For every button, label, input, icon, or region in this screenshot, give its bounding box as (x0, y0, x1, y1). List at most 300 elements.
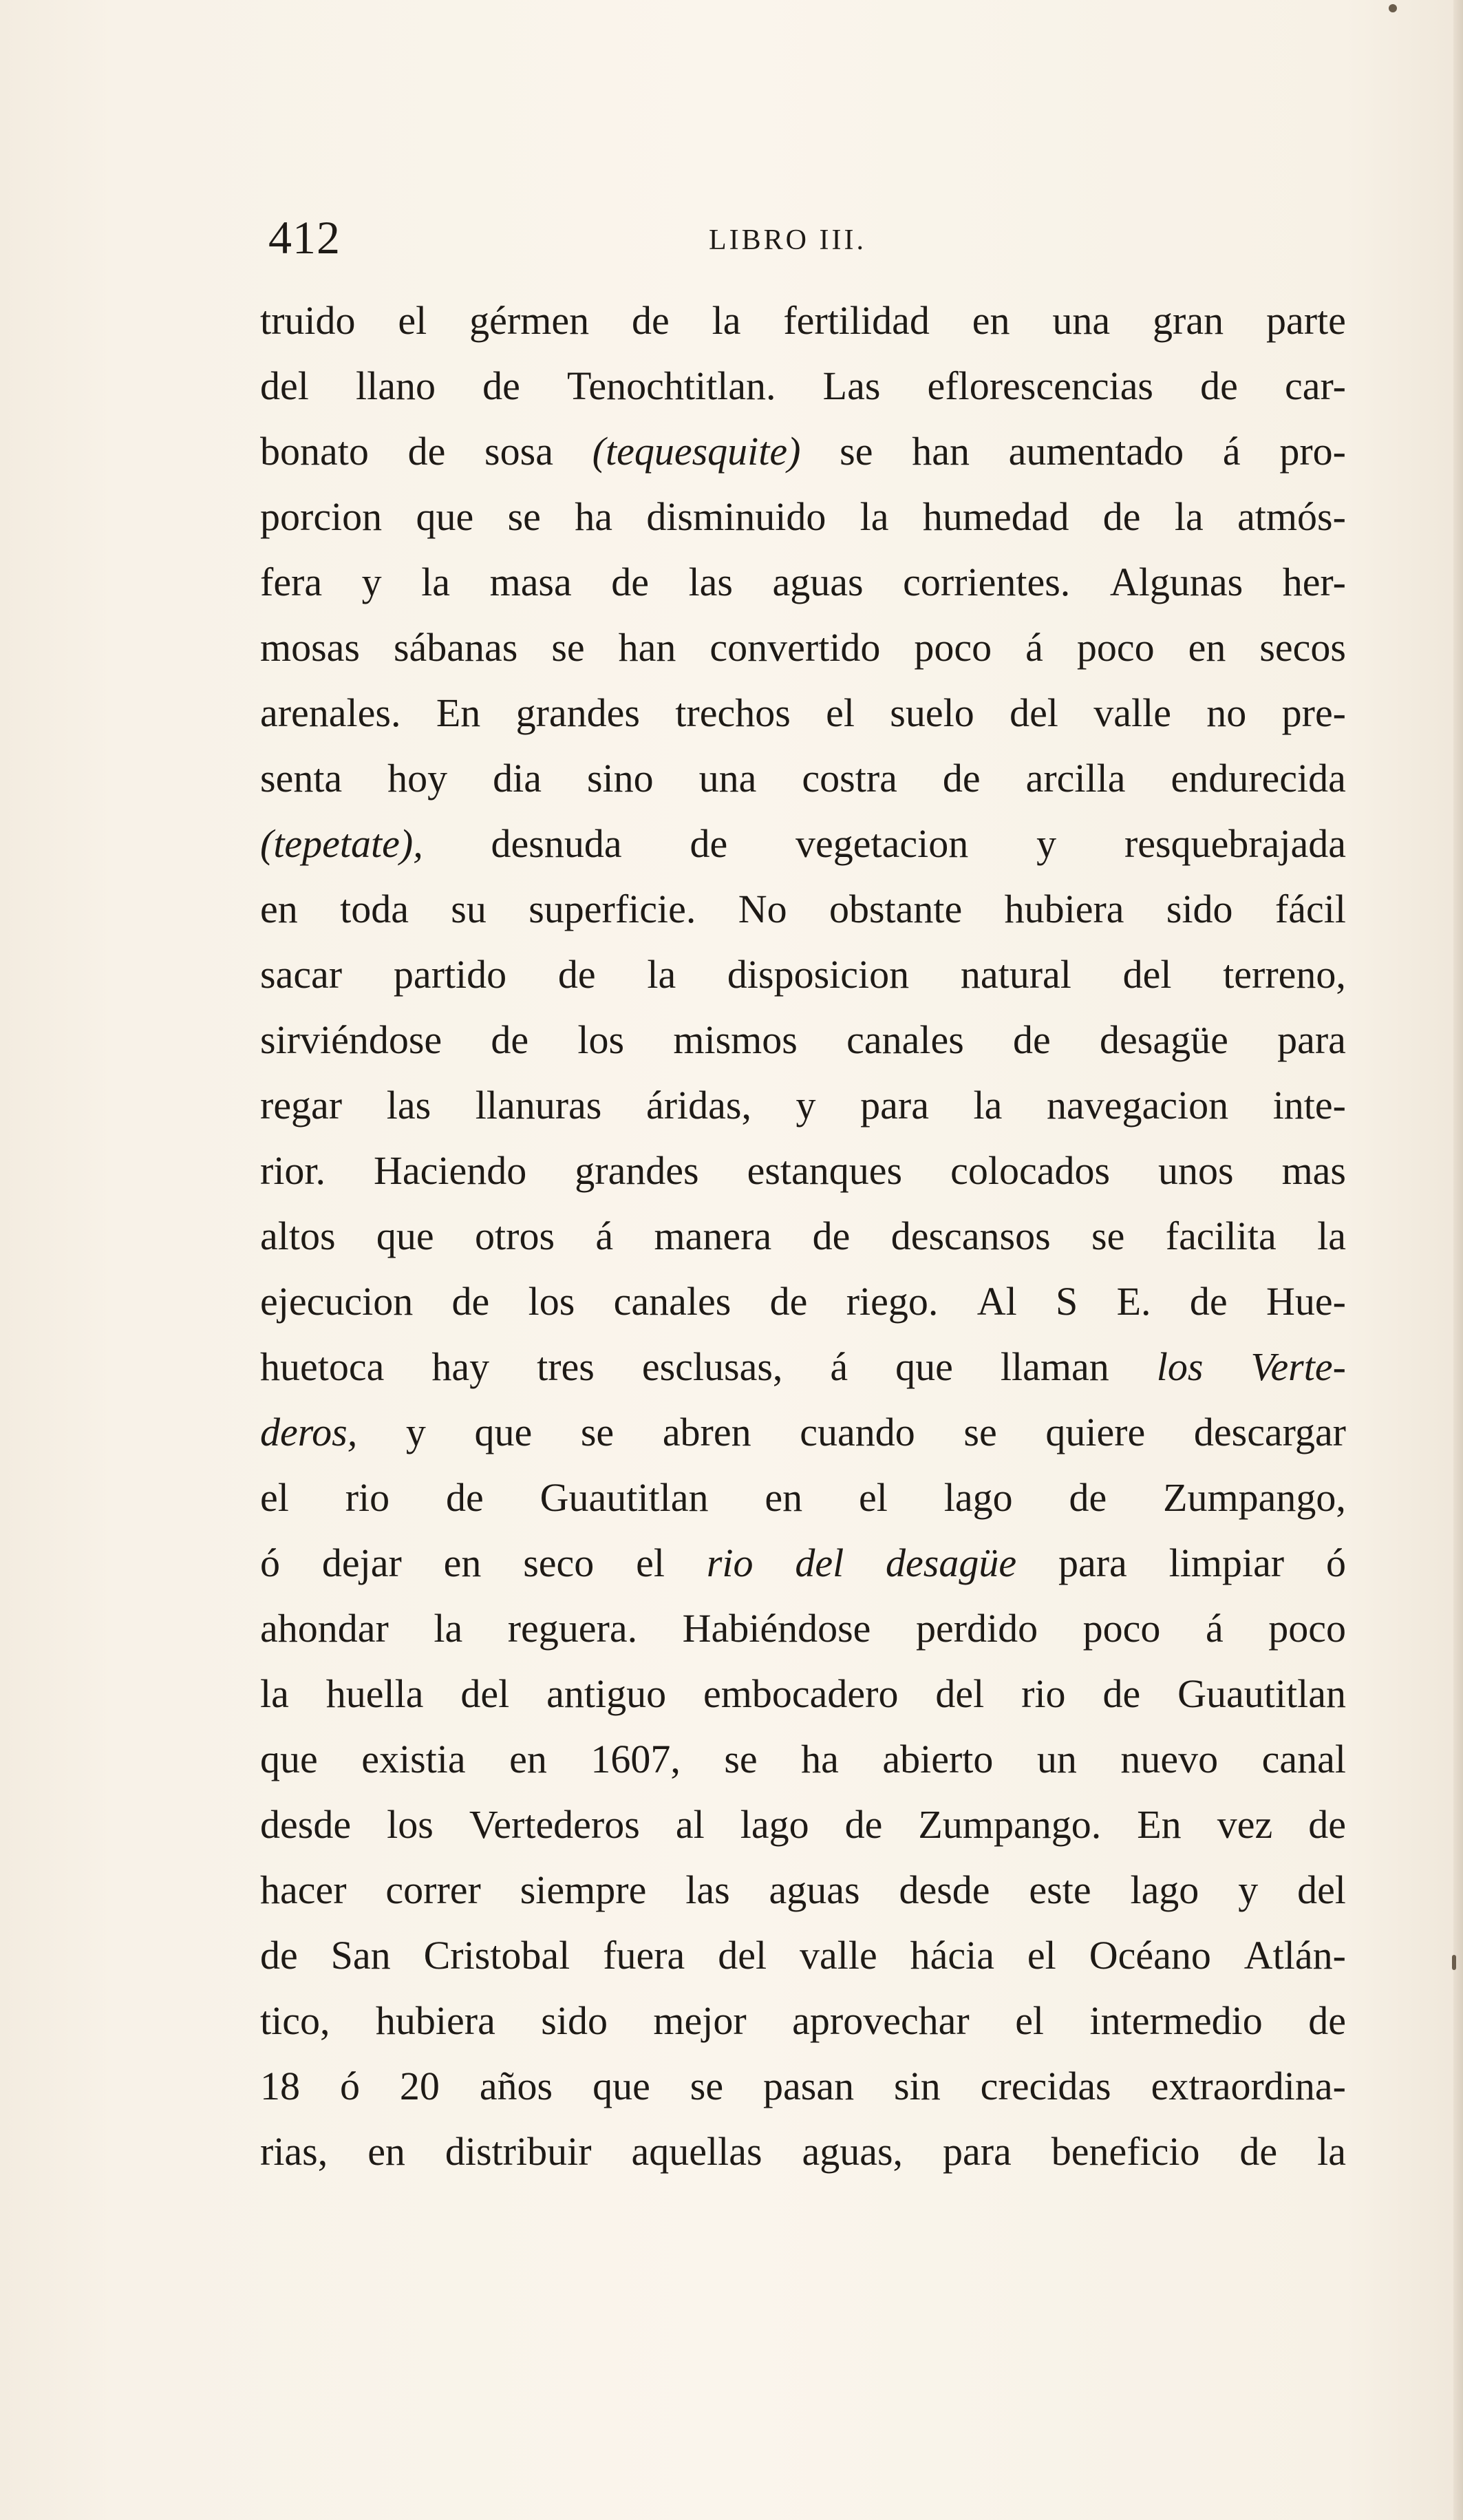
word: gérmen (469, 298, 590, 343)
word: fácil (1274, 887, 1346, 931)
word: hácia (910, 1933, 994, 1978)
word: aquellas (631, 2129, 762, 2174)
word: masa (489, 560, 572, 604)
word: de (812, 1214, 851, 1258)
word: 18 (260, 2064, 300, 2108)
word: car- (1285, 363, 1346, 408)
word: rio (1021, 1671, 1066, 1716)
word: 1607, (590, 1737, 681, 1781)
word: el (1015, 1998, 1045, 2043)
word: desde (260, 1802, 352, 1847)
text-line (260, 353, 1346, 419)
word: valle (800, 1933, 877, 1978)
word: llanuras (475, 1083, 602, 1127)
word: del (1122, 952, 1172, 997)
word: tico, (260, 1998, 330, 2043)
word: años (479, 2064, 553, 2108)
text-line (260, 615, 1346, 680)
word: de (1102, 494, 1141, 539)
word: nuevo (1120, 1737, 1219, 1781)
word: arenales. (260, 690, 401, 735)
word: á (1222, 429, 1241, 474)
word: Al (976, 1279, 1017, 1324)
word: Tenochtitlan. (566, 363, 776, 408)
word: Océano (1089, 1933, 1211, 1978)
word: descargar (1193, 1410, 1346, 1454)
word: antiguo (546, 1671, 667, 1716)
word: correr (385, 1867, 481, 1912)
word: la (1317, 2129, 1346, 2174)
text-line (260, 288, 1346, 353)
word: de (769, 1279, 808, 1324)
word: poco (914, 625, 992, 670)
word: truido (260, 298, 356, 343)
word: Zumpango. (918, 1802, 1102, 1847)
word: de (1069, 1475, 1107, 1520)
word: el (826, 690, 855, 735)
word: de (942, 756, 981, 801)
word: toda (340, 887, 409, 931)
word: fertilidad (783, 298, 930, 343)
word: sábanas (393, 625, 518, 670)
italic-word: (tequesquite) (592, 429, 801, 474)
ink-speck (1452, 1955, 1456, 1970)
word: canales (846, 1017, 964, 1062)
text-line (260, 1923, 1346, 1988)
word: valle (1093, 690, 1171, 735)
word: grandes (575, 1148, 699, 1193)
italic-word: Verte- (1250, 1344, 1346, 1389)
word: hubiera (1004, 887, 1124, 931)
word: á (595, 1214, 614, 1258)
word: las (386, 1083, 431, 1127)
word: unos (1158, 1148, 1234, 1193)
word: al (675, 1802, 705, 1847)
text-line (260, 1726, 1346, 1792)
text-line (260, 1269, 1346, 1334)
text-line (260, 1596, 1346, 1661)
word: San (330, 1933, 391, 1978)
word: Vertederos (469, 1802, 640, 1847)
word: la (1317, 1214, 1346, 1258)
word: los (528, 1279, 575, 1324)
word: que (474, 1410, 533, 1454)
text-line (260, 1138, 1346, 1203)
word: endurecida (1171, 756, 1346, 801)
word: han (912, 429, 970, 474)
word: seco (523, 1540, 595, 1585)
word: huetoca (260, 1344, 385, 1389)
word: rias, (260, 2129, 328, 2174)
word: y (405, 1410, 426, 1454)
word: gran (1153, 298, 1224, 343)
word: de (1200, 363, 1238, 408)
word: la (647, 952, 676, 997)
word: limpiar (1168, 1540, 1285, 1585)
word: del (1297, 1867, 1346, 1912)
word: sosa (484, 429, 553, 474)
word: de (407, 429, 446, 474)
word: abierto (882, 1737, 994, 1781)
word: aguas, (802, 2129, 904, 2174)
word: intermedio (1089, 1998, 1263, 2043)
word: grandes (515, 690, 640, 735)
word: pro- (1279, 429, 1346, 474)
word: 20 (399, 2064, 440, 2108)
word: atmós- (1237, 494, 1346, 539)
word: Las (822, 363, 881, 408)
word: de (1102, 1671, 1141, 1716)
word: esclusas, (641, 1344, 783, 1389)
word: her- (1282, 560, 1346, 604)
word: Zumpango, (1163, 1475, 1346, 1520)
word: vez (1217, 1802, 1273, 1847)
word: del (1010, 690, 1058, 735)
word: una (698, 756, 757, 801)
word: ó (339, 2064, 360, 2108)
word: de (260, 1933, 298, 1978)
word: tres (537, 1344, 595, 1389)
word: beneficio (1051, 2129, 1200, 2174)
word: ha (575, 494, 612, 539)
word: rior. (260, 1148, 326, 1193)
word: á (1025, 625, 1043, 670)
word: que (895, 1344, 953, 1389)
word: No (738, 887, 787, 931)
word: el (636, 1540, 665, 1585)
word: colocados (950, 1148, 1111, 1193)
text-line (260, 1530, 1346, 1596)
word: las (685, 1867, 730, 1912)
word: Atlán- (1243, 1933, 1346, 1978)
word: se (840, 429, 873, 474)
word: el (260, 1475, 289, 1520)
body-text (260, 288, 1346, 2184)
word: pasan (763, 2064, 855, 2108)
word: sino (586, 756, 654, 801)
word: mejor (653, 1998, 747, 2043)
page-header (268, 207, 1342, 268)
word: corrientes. (903, 560, 1071, 604)
word: eflorescencias (927, 363, 1154, 408)
word: bonato (260, 429, 369, 474)
word: se (963, 1410, 997, 1454)
word: de (1308, 1802, 1346, 1847)
word: se (1091, 1214, 1125, 1258)
word: sido (541, 1998, 608, 2043)
word: parte (1266, 298, 1346, 343)
word: á (830, 1344, 848, 1389)
word: de (491, 1017, 529, 1062)
word: ó (1325, 1540, 1346, 1585)
word: no (1206, 690, 1247, 735)
word: dejar (321, 1540, 402, 1585)
word: Guautitlan (1177, 1671, 1346, 1716)
text-line (260, 549, 1346, 615)
word: han (618, 625, 676, 670)
word: abren (662, 1410, 751, 1454)
word: pre- (1281, 690, 1346, 735)
word: de (690, 821, 728, 866)
word: en (509, 1737, 547, 1781)
word: disminuido (646, 494, 826, 539)
word: áridas, (645, 1083, 751, 1127)
page-number: 412 (268, 211, 341, 264)
word: de (611, 560, 650, 604)
word: quiere (1045, 1410, 1146, 1454)
word: una (1052, 298, 1111, 343)
word: secos (1259, 625, 1346, 670)
text-line (260, 484, 1346, 549)
word: y (795, 1083, 816, 1127)
word: la (1174, 494, 1204, 539)
word: la (421, 560, 451, 604)
word: fuera (603, 1933, 685, 1978)
text-line (260, 1792, 1346, 1857)
text-line (260, 419, 1346, 484)
text-line (260, 876, 1346, 942)
word: descansos (890, 1214, 1051, 1258)
word: en (260, 887, 298, 931)
word: las (688, 560, 733, 604)
word: rio (345, 1475, 390, 1520)
word: poco (1076, 625, 1155, 670)
text-line (260, 1857, 1346, 1923)
word: en (443, 1540, 482, 1585)
word: la (973, 1083, 1003, 1127)
word: de (1308, 1998, 1346, 2043)
word: sido (1166, 887, 1233, 931)
word: en (972, 298, 1010, 343)
text-line (260, 1988, 1346, 2053)
word: costra (802, 756, 897, 801)
word: se (580, 1410, 615, 1454)
page-edge (1453, 0, 1463, 2520)
word: de (631, 298, 670, 343)
word: superficie. (528, 887, 696, 931)
word: dia (493, 756, 542, 801)
word: de (482, 363, 520, 408)
word: desde (899, 1867, 990, 1912)
word: Cristobal (423, 1933, 570, 1978)
word: de (446, 1475, 484, 1520)
word: que (416, 494, 474, 539)
word: ó (260, 1540, 280, 1585)
word: el (1027, 1933, 1056, 1978)
word: se (551, 625, 585, 670)
word: para (1058, 1540, 1127, 1585)
word: distribuir (445, 2129, 592, 2174)
word: un (1036, 1737, 1077, 1781)
word: natural (960, 952, 1071, 997)
word: se (724, 1737, 758, 1781)
word: lago (740, 1802, 809, 1847)
text-line (260, 745, 1346, 811)
word: Guautitlan (540, 1475, 709, 1520)
word: poco (1082, 1606, 1161, 1651)
word: de (1189, 1279, 1228, 1324)
text-line (260, 1072, 1346, 1138)
word: canales (613, 1279, 732, 1324)
word: y (1036, 821, 1057, 866)
word: del (718, 1933, 767, 1978)
word: de (451, 1279, 490, 1324)
word: Hue- (1266, 1279, 1346, 1324)
word: fera (260, 560, 323, 604)
word: de (844, 1802, 883, 1847)
word: perdido (915, 1606, 1038, 1651)
word: hacer (260, 1867, 347, 1912)
word: para (1277, 1017, 1346, 1062)
word: arcilla (1025, 756, 1126, 801)
text-line (260, 942, 1346, 1007)
text-line (260, 1334, 1346, 1399)
word: navegacion (1047, 1083, 1229, 1127)
text-line (260, 1203, 1346, 1269)
word: convertido (709, 625, 881, 670)
word: desnuda (491, 821, 622, 866)
word: En (436, 690, 481, 735)
word: extraordina- (1151, 2064, 1346, 2108)
word: llaman (1000, 1344, 1109, 1389)
word: del (260, 363, 309, 408)
italic-word: desagüe (886, 1540, 1017, 1585)
word: facilita (1165, 1214, 1277, 1258)
word: sin (894, 2064, 941, 2108)
word: ahondar (260, 1606, 389, 1651)
text-line (260, 1465, 1346, 1530)
word: hay (431, 1344, 490, 1389)
word: Algunas (1109, 560, 1243, 604)
word: desagüe (1100, 1017, 1228, 1062)
word: aguas (769, 1867, 860, 1912)
word: regar (260, 1083, 343, 1127)
word: reguera. (507, 1606, 638, 1651)
word: E. (1116, 1279, 1151, 1324)
word: cuando (800, 1410, 915, 1454)
word: inte- (1272, 1083, 1346, 1127)
word: á (1205, 1606, 1224, 1651)
text-line (260, 680, 1346, 745)
word: manera (654, 1214, 772, 1258)
ink-speck (1389, 4, 1397, 12)
word: hoy (387, 756, 448, 801)
word: Haciendo (374, 1148, 527, 1193)
word: lago (1130, 1867, 1199, 1912)
word: en (765, 1475, 803, 1520)
word: otros (475, 1214, 555, 1258)
text-line (260, 2053, 1346, 2119)
word: humedad (922, 494, 1069, 539)
word: aprovechar (792, 1998, 970, 2043)
word: de (557, 952, 596, 997)
word: mosas (260, 625, 360, 670)
word: sirviéndose (260, 1017, 442, 1062)
word: que (260, 1737, 318, 1781)
word: su (451, 887, 487, 931)
word: del (460, 1671, 510, 1716)
word: aumentado (1008, 429, 1184, 474)
text-line (260, 1399, 1346, 1465)
word: poco (1268, 1606, 1346, 1651)
word: terreno, (1223, 952, 1346, 997)
italic-word: deros, (260, 1410, 358, 1454)
word: obstante (829, 887, 963, 931)
word: vegetacion (795, 821, 969, 866)
word: en (1188, 625, 1226, 670)
word: sacar (260, 952, 343, 997)
word: disposicion (727, 952, 910, 997)
word: se (507, 494, 541, 539)
word: la (859, 494, 889, 539)
word: la (260, 1671, 289, 1716)
word: huella (325, 1671, 424, 1716)
word: para (860, 1083, 929, 1127)
word: crecidas (980, 2064, 1111, 2108)
word: la (712, 298, 741, 343)
running-head: LIBRO III. (709, 224, 866, 256)
word: llano (355, 363, 436, 408)
word: mas (1281, 1148, 1346, 1193)
word: los (577, 1017, 625, 1062)
word: Habiéndose (682, 1606, 871, 1651)
word: aguas (772, 560, 864, 604)
word: para (942, 2129, 1012, 2174)
word: trechos (675, 690, 791, 735)
word: del (935, 1671, 985, 1716)
word: y (361, 560, 382, 604)
word: embocadero (703, 1671, 899, 1716)
italic-word: los (1156, 1344, 1204, 1389)
word: que (376, 1214, 434, 1258)
word: se (690, 2064, 724, 2108)
word: estanques (747, 1148, 903, 1193)
word: hubiera (375, 1998, 495, 2043)
word: canal (1261, 1737, 1346, 1781)
word: y (1238, 1867, 1259, 1912)
word: en (367, 2129, 405, 2174)
word: S (1056, 1279, 1078, 1324)
italic-word: del (795, 1540, 844, 1585)
word: mismos (673, 1017, 798, 1062)
word: que (592, 2064, 650, 2108)
text-line (260, 2119, 1346, 2184)
word: los (387, 1802, 434, 1847)
text-line (260, 1661, 1346, 1726)
word: En (1137, 1802, 1182, 1847)
text-line (260, 811, 1346, 876)
text-line (260, 1007, 1346, 1072)
word: de (1013, 1017, 1051, 1062)
word: partido (393, 952, 507, 997)
word: ejecucion (260, 1279, 414, 1324)
italic-word: rio (706, 1540, 754, 1585)
word: este (1029, 1867, 1091, 1912)
word: suelo (890, 690, 974, 735)
word: el (398, 298, 427, 343)
italic-word: (tepetate), (260, 821, 423, 866)
word: la (434, 1606, 463, 1651)
word: siempre (520, 1867, 647, 1912)
word: ha (801, 1737, 839, 1781)
word: riego. (846, 1279, 939, 1324)
word: senta (260, 756, 343, 801)
word: porcion (260, 494, 383, 539)
word: existia (361, 1737, 466, 1781)
word: el (859, 1475, 888, 1520)
word: de (1239, 2129, 1278, 2174)
word: resquebrajada (1124, 821, 1346, 866)
